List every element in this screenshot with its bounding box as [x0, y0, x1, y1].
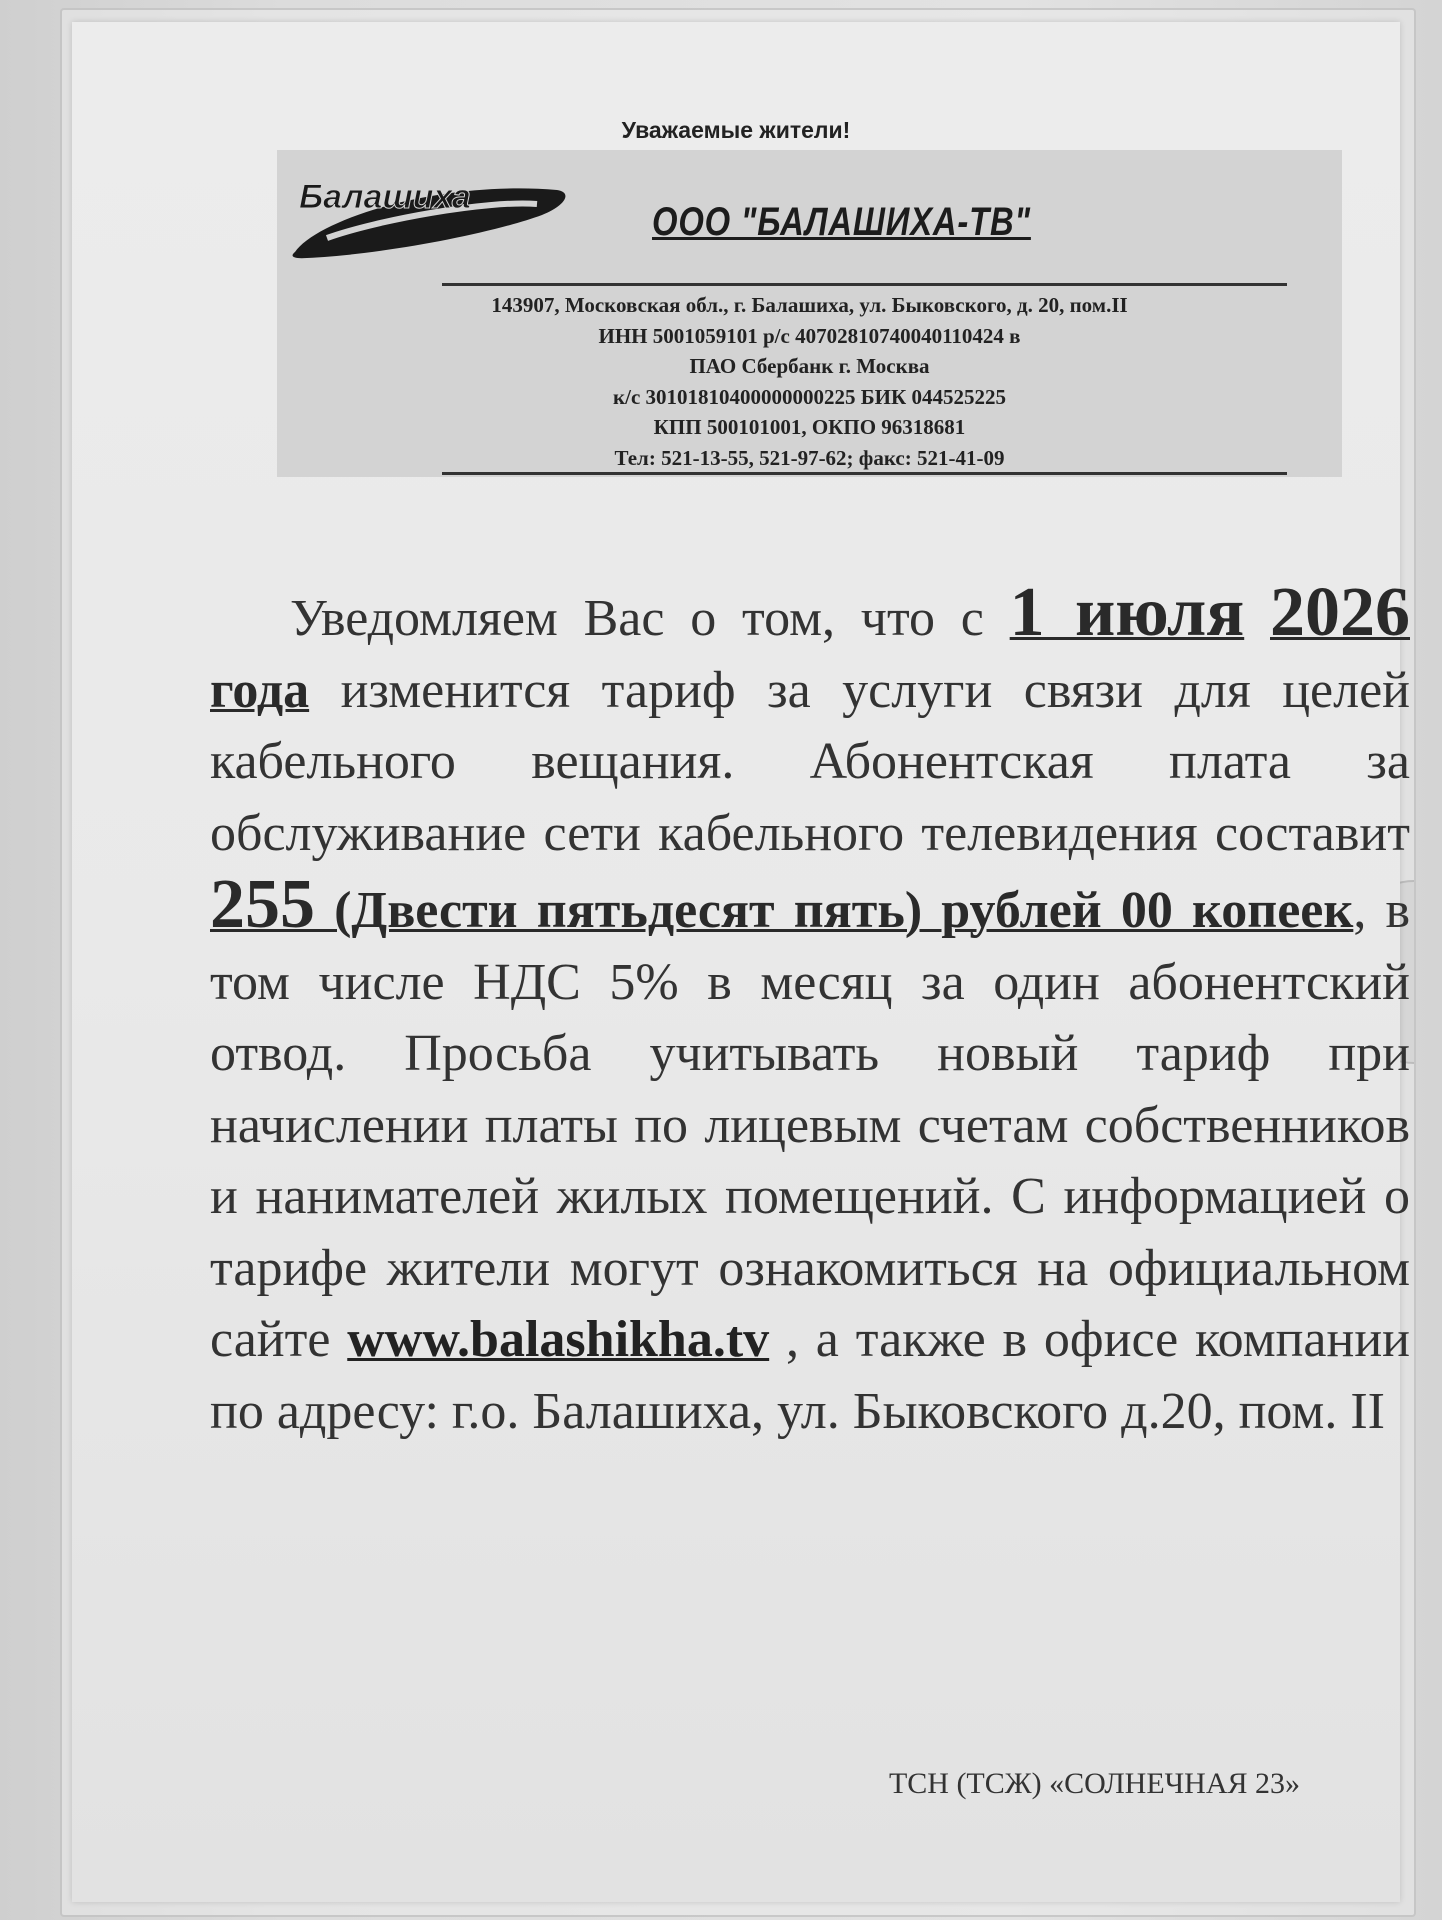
- logo-text: Балашиха: [299, 178, 471, 216]
- signature: ТСН (ТСЖ) «СОЛНЕЧНАЯ 23»: [888, 1767, 1300, 1800]
- notice-part4: , а также в офисе компании по адресу: г.о. Балашиха, ул. Быковского д.20, пом. II: [210, 1311, 1410, 1440]
- notice-sheet: [72, 22, 1410, 1902]
- letterhead-bank: ПАО Сбербанк г. Москва: [689, 354, 930, 378]
- notice-body: [210, 574, 1410, 1447]
- letterhead-inn: ИНН 5001059101 р/с 40702810740040110424 в: [598, 323, 1021, 348]
- company-logo: [287, 160, 567, 265]
- notice-part3: , в том числе НДС 5% в месяц за один абонентский отвод. Просьба учитывать новый тариф при начислении платы по лицевым счетам собственников и нанимателей жилых помещений. С информацией о тарифе жители могут ознакомиться на официальном сайте: [210, 882, 1410, 1368]
- website-link[interactable]: www.balashikha.tv: [347, 1311, 770, 1368]
- notice-part2: изменится тариф за услуги связи для целей кабельного вещания. Абонентская плата за обслуживание сети кабельного телевидения составит: [210, 661, 1410, 862]
- letterhead-kpp: КПП 500101001, ОКПО 96318681: [653, 415, 966, 439]
- letterhead: [277, 150, 1342, 477]
- greeting: Уважаемые жители!: [621, 117, 851, 143]
- notice-intro: Уведомляем Вас о том, что с: [290, 590, 1010, 647]
- letterhead-details: [277, 290, 1342, 473]
- letterhead-phone: Тел: 521-13-55, 521-97-62; факс: 521-41-09: [614, 445, 1005, 470]
- notice-date-day: 1 июля: [1009, 574, 1245, 651]
- letterhead-bik: к/с 30101810400000000225 БИК 044525225: [613, 384, 1006, 409]
- letterhead-address: 143907, Московская обл., г. Балашиха, ул. Быковского, д. 20, пом.II: [491, 293, 1128, 317]
- notice-date-year: 2026: [1270, 574, 1410, 651]
- letterhead-rule-top: [442, 283, 1287, 286]
- company-name: ООО "БАЛАШИХА-ТВ": [652, 200, 1031, 244]
- notice-date-word: года: [210, 661, 310, 719]
- notice-price-number: 255: [210, 866, 315, 943]
- letterhead-rule-bottom: [442, 472, 1287, 475]
- notice-price-words: (Двести пятьдесят пять) рублей 00 копеек: [315, 882, 1354, 939]
